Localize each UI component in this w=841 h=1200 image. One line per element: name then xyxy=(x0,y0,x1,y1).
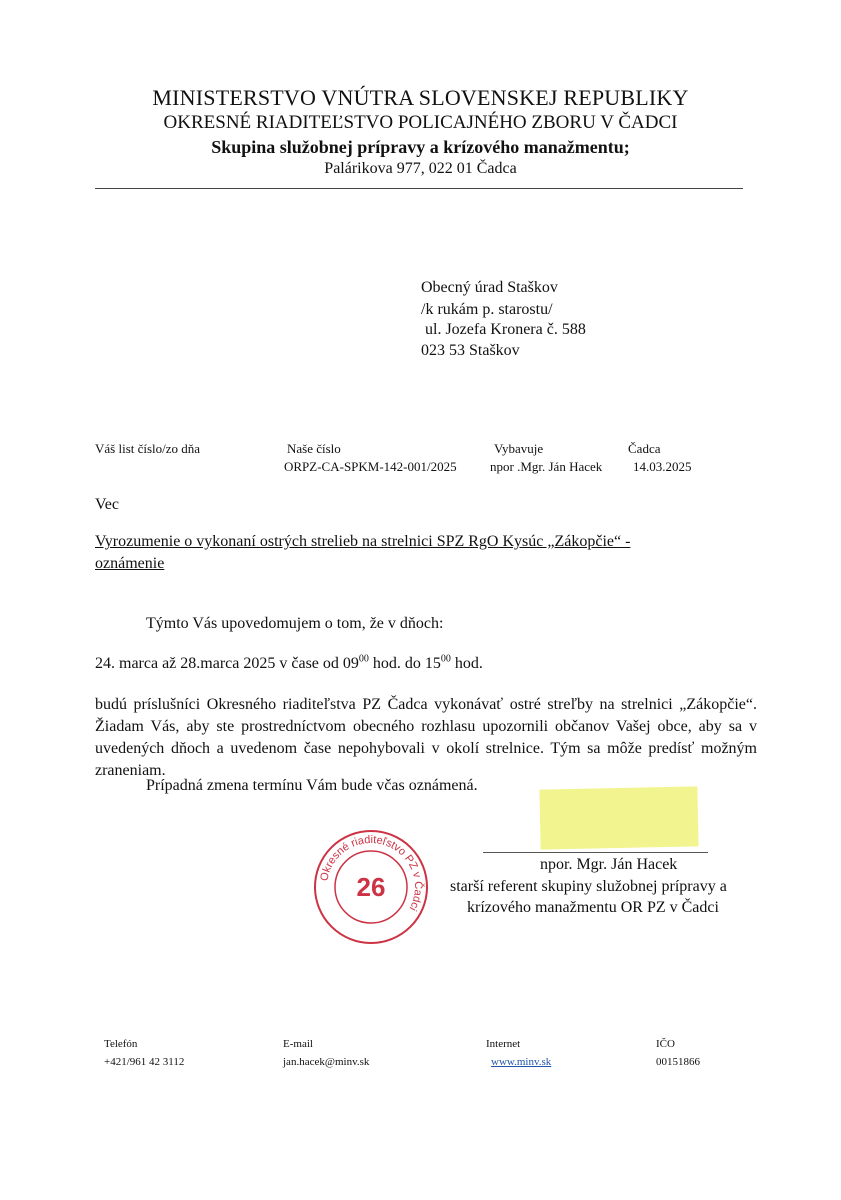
subject-line-1: Vyrozumenie o vykonaní ostrých strelieb na strelnici SPZ RgO Kysúc „Zákopčie“ - xyxy=(95,533,631,550)
footer-website-link[interactable]: www.minv.sk xyxy=(491,1056,552,1068)
our-number: ORPZ-CA-SPKM-142-001/2025 xyxy=(284,459,457,474)
footer-phone: +421/961 42 3112 xyxy=(104,1056,185,1068)
letter-date: 14.03.2025 xyxy=(633,459,692,474)
footer-email[interactable]: jan.hacek@minv.sk xyxy=(283,1056,370,1068)
subject-label: Vec xyxy=(95,496,119,513)
dates-text-1: 24. marca až 28.marca 2025 v čase od 09 xyxy=(95,655,359,672)
dates-text-2: hod. do 15 xyxy=(368,655,441,672)
stamp-svg xyxy=(312,828,430,946)
directorate-name: OKRESNÉ RIADITEĽSTVO POLICAJNÉHO ZBORU V ČADCI xyxy=(163,112,678,133)
intro-text: Týmto Vás upovedomujem o tom, že v dňoch: xyxy=(146,615,444,632)
signatory-title-1: starší referent skupiny služobnej prípravy a xyxy=(450,878,727,895)
dates-line xyxy=(95,655,483,673)
department-name: Skupina služobnej prípravy a krízového manažmentu; xyxy=(211,137,630,157)
stamp-number: 26 xyxy=(356,872,386,902)
recipient-line-1: Obecný úrad Staškov xyxy=(421,279,558,296)
footer-internet-label: Internet xyxy=(486,1038,521,1050)
sender-address: Palárikova 977, 022 01 Čadca xyxy=(324,160,517,177)
your-letter-label: Váš list číslo/zo dňa xyxy=(95,441,201,456)
ministry-name: MINISTERSTVO VNÚTRA SLOVENSKEJ REPUBLIKY xyxy=(152,85,689,110)
stamp-ring-text: Okresné riaditeľstvo PZ v Čadci xyxy=(318,833,425,913)
recipient-line-4: 023 53 Staškov xyxy=(421,342,520,359)
footer-email-label: E-mail xyxy=(283,1038,313,1050)
time-start-minutes: 00 xyxy=(358,653,369,665)
time-end-minutes: 00 xyxy=(440,653,451,665)
dates-text-3: hod. xyxy=(450,655,483,672)
footer-ico-label: IČO xyxy=(656,1038,675,1050)
footer-ico: 00151866 xyxy=(656,1056,700,1068)
footer-phone-label: Telefón xyxy=(104,1038,138,1050)
official-stamp xyxy=(312,828,430,946)
recipient-line-2: /k rukám p. starostu/ xyxy=(421,301,553,318)
main-paragraph: budú príslušníci Okresného riaditeľstva PZ Čadca vykonávať ostré streľby na strelnici „Zákopčie“. Žiadam Vás, aby ste prostredníctvom obecného rozhlasu upozornili občanov Vašej obce, aby sa v uvedených dňoch a uvedenom čase nepohybovali v okolí strelnice. Tým sa môže predísť možným zraneniam. xyxy=(95,696,757,779)
handled-by-label: Vybavuje xyxy=(494,441,544,456)
header-divider xyxy=(95,188,743,189)
our-number-label: Naše číslo xyxy=(287,441,341,456)
signatory-title-2: krízového manažmentu OR PZ v Čadci xyxy=(467,899,719,916)
closing-text: Prípadná zmena termínu Vám bude včas oznámená. xyxy=(146,777,478,794)
signature-line xyxy=(483,852,708,853)
signature-highlight xyxy=(539,786,698,849)
handled-by: npor .Mgr. Ján Hacek xyxy=(490,459,603,474)
recipient-line-3: ul. Jozefa Kronera č. 588 xyxy=(421,321,586,338)
subject-line-2: oznámenie xyxy=(95,555,165,572)
signatory-name: npor. Mgr. Ján Hacek xyxy=(540,856,678,873)
place: Čadca xyxy=(628,441,661,456)
